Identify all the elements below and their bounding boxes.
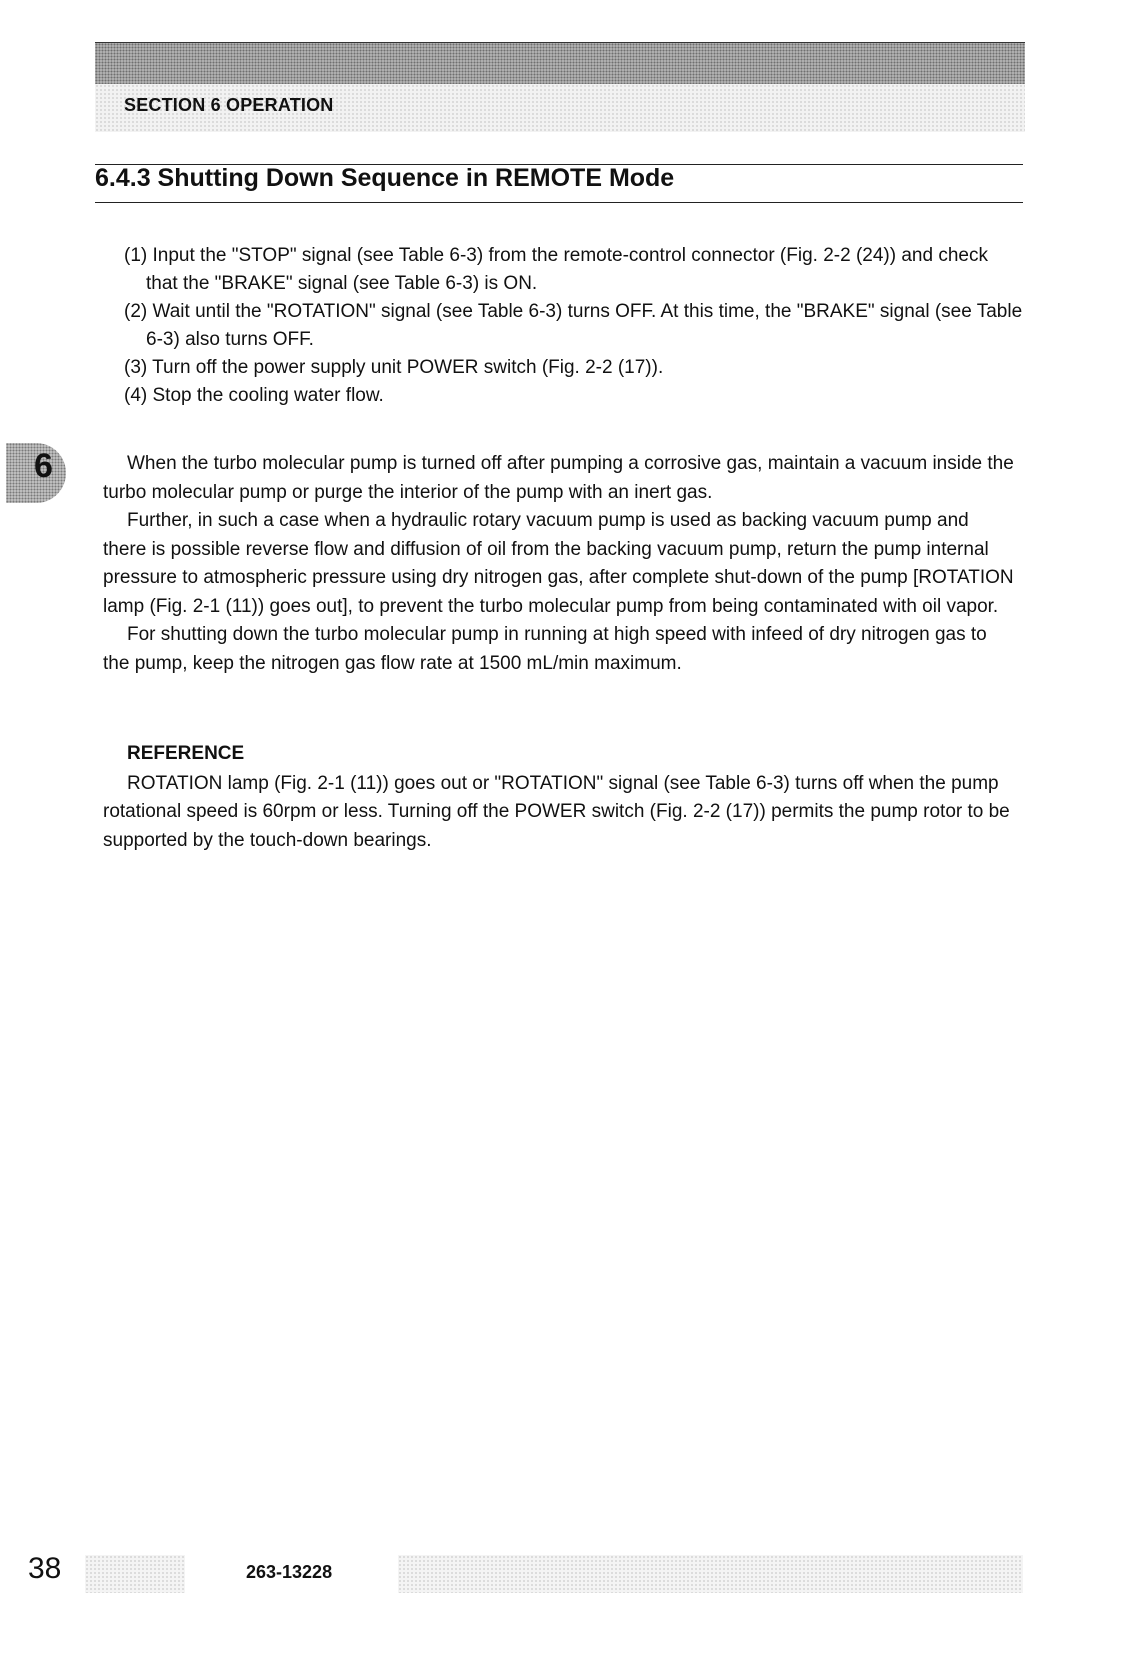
section-heading: 6.4.3 Shutting Down Sequence in REMOTE Mode — [95, 164, 675, 192]
notes-block — [103, 450, 1015, 678]
footer-pattern-right — [398, 1555, 1023, 1593]
document-number: 263-13228 — [246, 1562, 333, 1582]
heading-rule-bottom — [95, 202, 1023, 203]
reference-text: ROTATION lamp (Fig. 2-1 (11)) goes out or "ROTATION" signal (see Table 6-3) turns off when the pump rotational speed is 60rpm or less. Turning off the POWER switch (Fig. 2-2 (17)) permits the pump rotor to be supported by the touch-down bearings. — [103, 772, 1010, 851]
note-paragraph: Further, in such a case when a hydraulic rotary vacuum pump is used as backing vacuum pump and there is possible reverse flow and diffusion of oil from the backing vacuum pump, return the pump internal pressure to atmospheric pressure using dry nitrogen gas, after complete shut-down of the pump [ROTATION lamp (Fig. 2-1 (11)) goes out], to prevent the turbo molecular pump from being contaminated with oil vapor. — [103, 510, 1014, 617]
reference-title: REFERENCE — [127, 743, 245, 764]
footer-pattern-left — [85, 1555, 185, 1593]
note-paragraph: For shutting down the turbo molecular pump in running at high speed with infeed of dry nitrogen gas to the pump, keep the nitrogen gas flow rate at 1500 mL/min maximum. — [103, 624, 987, 674]
step-item: (1) Input the "STOP" signal (see Table 6-3) from the remote-control connector (Fig. 2-2 (24)) and check that the "BRAKE" signal (see Table 6-3) is ON. — [124, 245, 988, 294]
step-item: (2) Wait until the "ROTATION" signal (see Table 6-3) turns OFF. At this time, the "BRAKE" signal (see Table 6-3) also turns OFF. — [124, 301, 1023, 350]
step-item: (4) Stop the cooling water flow. — [124, 385, 384, 406]
step-item: (3) Turn off the power supply unit POWER switch (Fig. 2-2 (17)). — [124, 357, 664, 378]
procedure-steps — [124, 242, 1024, 410]
reference-block — [103, 740, 1015, 855]
section-tab-number: 6 — [34, 447, 53, 485]
section-tab-marker — [6, 443, 66, 503]
section-label: SECTION 6 OPERATION — [124, 95, 334, 115]
note-paragraph: When the turbo molecular pump is turned off after pumping a corrosive gas, maintain a vacuum inside the turbo molecular pump or purge the interior of the pump with an inert gas. — [103, 453, 1014, 503]
header-band — [95, 42, 1025, 85]
page-number: 38 — [28, 1552, 62, 1585]
